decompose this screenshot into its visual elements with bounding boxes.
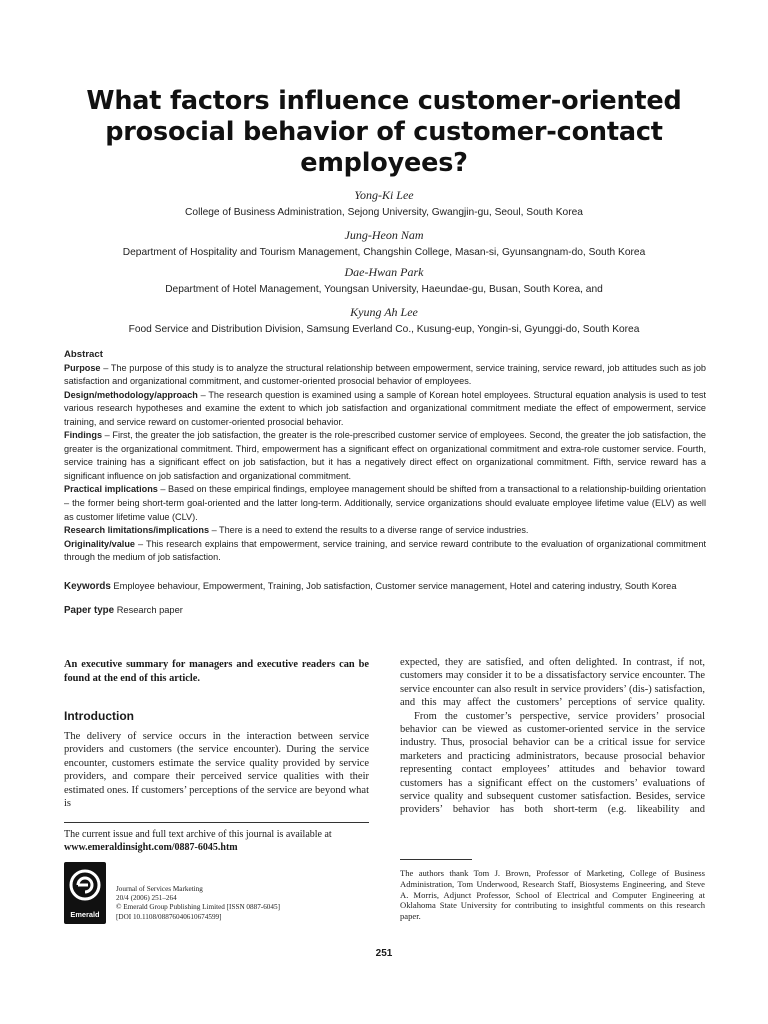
abstract-originality xyxy=(64,538,706,565)
executive-summary-note: An executive summary for managers and executive readers can be found at the end of this article. xyxy=(64,659,369,684)
author-affiliation: Department of Hotel Management, Youngsan University, Haeundae-gu, Busan, South Korea, and xyxy=(165,284,603,295)
abstract-text: – The purpose of this study is to analyze the structural relationship between empowerment, service training, service reward, job attitudes such as job satisfaction and organizational commitment, and customer-oriented prosocial behavior of employees. xyxy=(64,362,706,387)
paper-type-text: Research paper xyxy=(116,605,183,615)
body-paragraph: expected, they are satisfied, and often delighted. In contrast, if not, customers may consider it to be a dissatisfactory service encounter. The service encounter can also result in service providers’ (dis-) satisfaction, and this may affect the customers’ perceptions of service quality. xyxy=(400,657,705,709)
logo-text: Emerald xyxy=(70,910,100,919)
keywords-label: Keywords xyxy=(64,581,111,592)
page-number: 251 xyxy=(375,948,393,959)
body-paragraph: From the customer’s perspective, service providers’ prosocial behavior can be viewed as customer-oriented service in the service industry. Thus, prosocial behavior can be a critical issue for service marketers and practicing administrators, because prosocial behavior representing contact employees’ attitudes and behavior toward customers has a significant effect on the customers’ evaluations of service quality and subsequent customer satisfaction. Besides, service providers’ behavior has both short-term (e.g. likeability and xyxy=(400,710,705,816)
abstract-label: Design/methodology/approach xyxy=(64,389,198,400)
abstract-text: – Based on these empirical findings, employee management should be shifted from a transactional to a relationship-building orientation – the former being short-term goal-oriented and the latter long-term. Additionally, service organizations should evaluate employee lifetime value (ELV) as well as customer lifetime value (CLV). xyxy=(64,484,706,522)
author-affiliation: Department of Hospitality and Tourism Management, Changshin College, Masan-si, Gyunsangnam-do, South Korea xyxy=(122,247,646,258)
paper-title: What factors influence customer-oriented prosocial behavior of customer-contact employees? xyxy=(86,86,682,178)
author-block-3 xyxy=(40,265,728,297)
journal-name: Journal of Services Marketing xyxy=(116,885,203,893)
journal-copyright: © Emerald Group Publishing Limited [ISSN 0887-6045] xyxy=(116,903,280,912)
abstract-purpose xyxy=(64,362,706,389)
journal-info xyxy=(116,885,280,922)
archive-text: The current issue and full text archive of this journal is available at xyxy=(64,829,332,840)
author-affiliation: Food Service and Distribution Division, Samsung Everland Co., Kusung-eup, Yongin-si, Gyunggi-do, South Korea xyxy=(128,324,640,335)
acknowledgement-footnote: The authors thank Tom J. Brown, Professor of Marketing, College of Business Administration, Tom Underwood, Research Staff, Biosystems Engineering, and Steve A. Morris, Adjunct Professor, School of Electrical and Computer Engineering at Oklahoma State University for contributing to insightful comments on this research paper. xyxy=(400,868,705,922)
author-block-1 xyxy=(40,188,728,220)
author-block-2 xyxy=(40,228,728,260)
abstract-text: – The research question is examined using a sample of Korean hotel employees. Structural equation analysis is used to test various research hypotheses and examine the extent to which job satisfaction and organizational commitment mediate the effect of empowerment, service training, and service reward on customer-oriented prosocial behavior. xyxy=(64,389,706,427)
abstract-label: Originality/value xyxy=(64,538,135,549)
abstract-text: – First, the greater the job satisfaction, the greater is the role-prescribed customer service of employees. Second, the greater the job satisfaction, the greater is the organizational commitment. Third, empowerment has a significant effect on organizational commitment and extra-role customer service. Fourth, service training has a significant effect on job satisfaction, but it has a negatively direct effect on organizational commitment. Fifth, service reward has a significant influence on job satisfaction and organizational commitment. xyxy=(64,430,706,481)
archive-note xyxy=(64,828,369,854)
archive-link[interactable]: www.emeraldinsight.com/0887-6045.htm xyxy=(64,842,238,853)
abstract-design xyxy=(64,389,706,430)
author-name: Jung-Heon Nam xyxy=(344,228,424,242)
paper-type-label: Paper type xyxy=(64,605,115,616)
abstract-label: Findings xyxy=(64,430,103,441)
introduction-right-text xyxy=(400,656,705,817)
journal-volume: 20/4 (2006) 251–264 xyxy=(116,894,177,903)
abstract-label: Purpose xyxy=(64,362,101,373)
footnote-divider xyxy=(400,859,472,860)
divider xyxy=(64,822,369,823)
keywords xyxy=(64,580,714,593)
paper-type xyxy=(64,604,714,617)
abstract-findings xyxy=(64,429,706,483)
abstract-limitations xyxy=(64,524,706,538)
abstract-heading: Abstract xyxy=(64,349,103,360)
journal-doi: [DOI 10.1108/08876040610674599] xyxy=(116,912,222,921)
abstract-practical xyxy=(64,483,706,524)
introduction-left-text xyxy=(64,730,369,810)
emerald-logo-icon xyxy=(68,868,102,906)
abstract-label: Research limitations/implications xyxy=(64,525,210,536)
abstract-label: Practical implications xyxy=(64,484,158,495)
author-name: Dae-Hwan Park xyxy=(344,265,424,279)
abstract-text: – This research explains that empowerment, service training, and service reward contribute to the evaluation of organizational commitment through the medium of job satisfaction. xyxy=(64,538,706,563)
introduction-heading: Introduction xyxy=(64,709,134,723)
abstract xyxy=(64,348,706,565)
abstract-text: – There is a need to extend the results to a diverse range of service industries. xyxy=(209,525,529,536)
author-name: Yong-Ki Lee xyxy=(354,188,414,202)
emerald-logo xyxy=(64,862,106,924)
author-block-4 xyxy=(40,305,728,337)
body-paragraph: The delivery of service occurs in the interaction between service providers and customers (the service encounter). During the service encounter, customers estimate the service quality provided by service providers, and compare their perceived service qualities with their estimated ones. If customers’ perceptions of the service are beyond what is xyxy=(64,731,369,810)
author-affiliation: College of Business Administration, Sejong University, Gwangjin-gu, Seoul, South Korea xyxy=(185,207,583,218)
keywords-text: Employee behaviour, Empowerment, Training, Job satisfaction, Customer service management, Hotel and catering industry, South Korea xyxy=(113,581,677,591)
author-name: Kyung Ah Lee xyxy=(350,305,418,319)
